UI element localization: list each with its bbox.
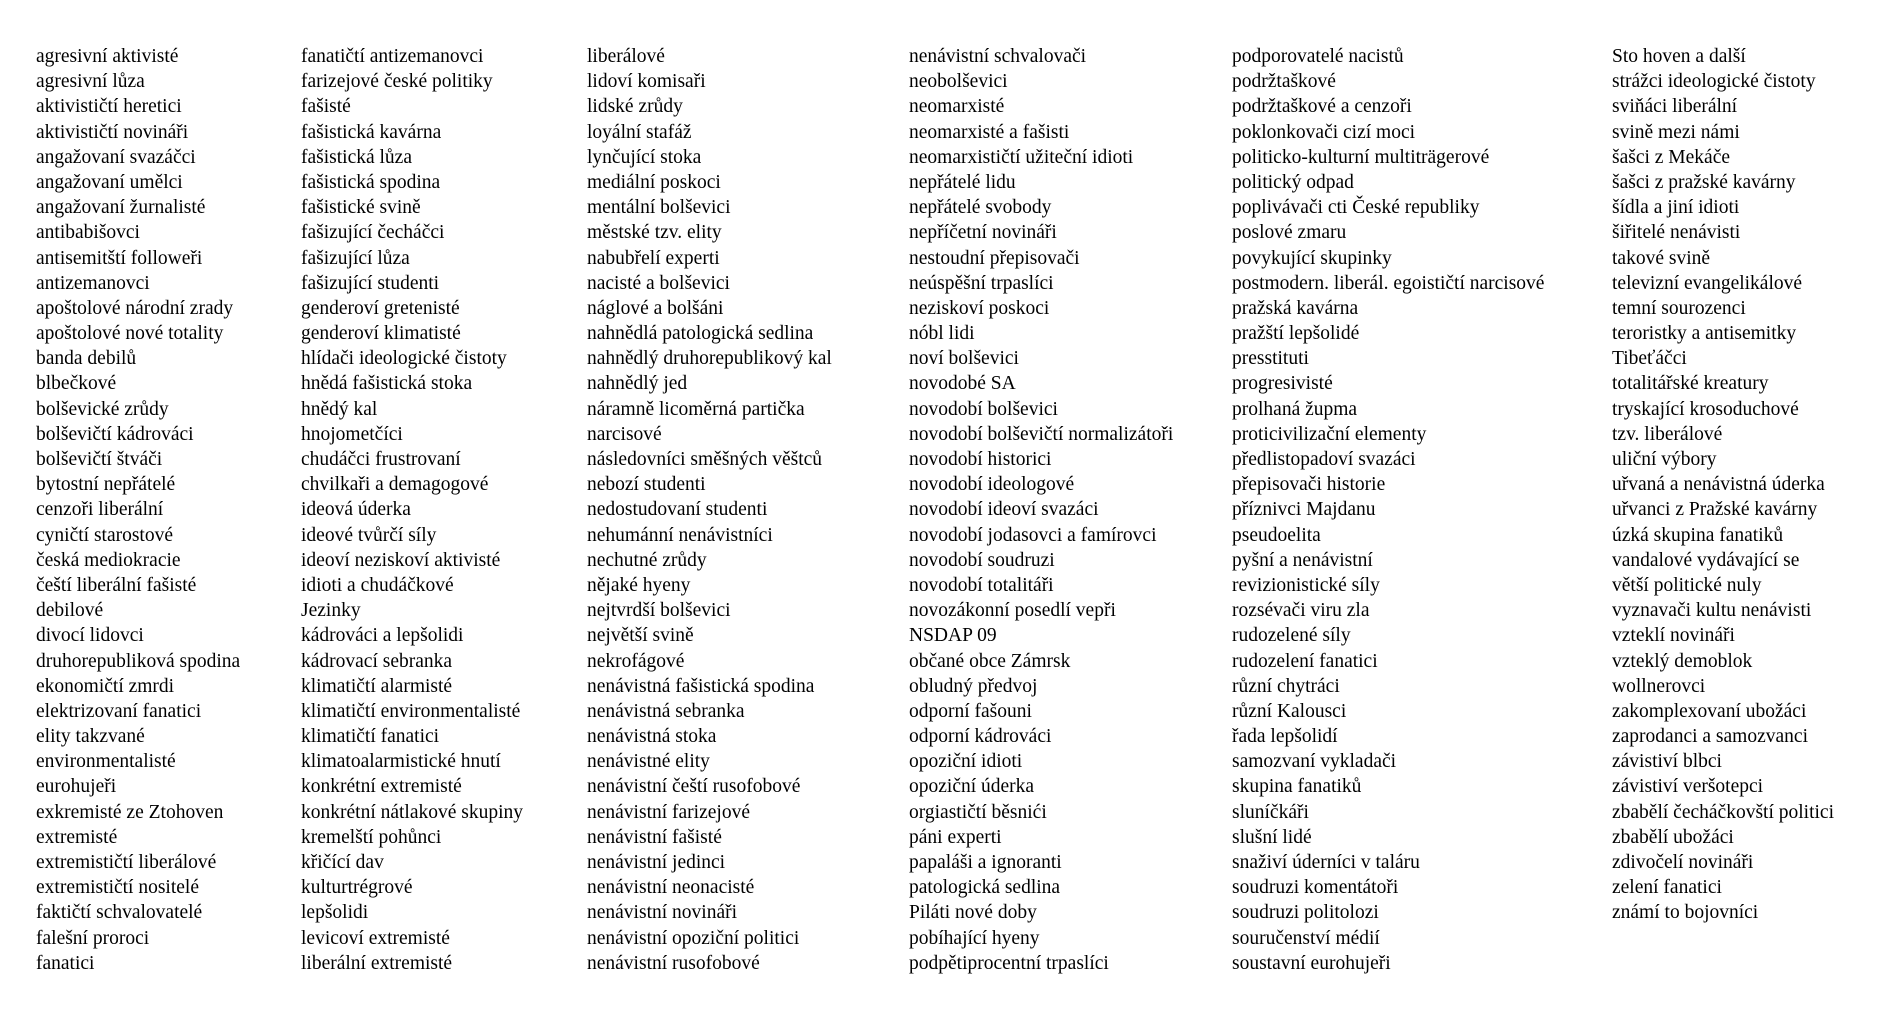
list-item: levicoví extremisté [301, 927, 450, 949]
list-item: noví bolševici [909, 348, 1019, 370]
list-item: antisemitští followeři [36, 247, 203, 269]
list-item: nechutné zrůdy [587, 549, 707, 571]
list-item: postmodern. liberál. egoističtí narcisové [1232, 272, 1545, 294]
list-item: narcisové [587, 423, 662, 445]
list-item: nehumánní nenávistníci [587, 524, 773, 546]
list-item: závistiví veršotepci [1612, 776, 1764, 798]
list-item: neúspěšní trpaslíci [909, 272, 1054, 294]
list-item: temní sourozenci [1612, 297, 1746, 319]
list-item: teroristky a antisemitky [1612, 323, 1797, 345]
list-item: tryskající krosoduchové [1612, 398, 1799, 420]
list-item: zaprodanci a samozvanci [1612, 726, 1808, 748]
list-item: úzká skupina fanatiků [1612, 524, 1784, 546]
list-item: elektrizovaní fanatici [36, 700, 202, 722]
list-item: ideové tvůrčí síly [301, 524, 437, 546]
list-item: loyální stafáž [587, 121, 692, 143]
list-item: farizejové české politiky [301, 71, 493, 93]
list-item: extremističtí nositelé [36, 877, 199, 899]
list-item: angažovaní umělci [36, 171, 183, 193]
list-item: faktičtí schvalovatelé [36, 902, 203, 924]
list-item: Jezinky [301, 600, 361, 622]
list-item: environmentalisté [36, 751, 176, 773]
list-item: ideová úderka [301, 499, 411, 521]
list-item: falešní proroci [36, 927, 150, 949]
list-item: souručenství médií [1232, 927, 1380, 949]
list-item: nahnědlá patologická sedlina [587, 323, 814, 345]
list-item: nenávistná sebranka [587, 700, 745, 722]
list-item: šašci z Mekáče [1612, 146, 1731, 168]
list-item: fanatici [36, 952, 95, 974]
list-item: bolševičtí kádrováci [36, 423, 194, 445]
list-item: kremelští pohůnci [301, 826, 442, 848]
list-item: eurohujeři [36, 776, 117, 798]
list-item: klimatoalarmistické hnutí [301, 751, 501, 773]
list-item: uřvaná a nenávistná úderka [1612, 474, 1825, 496]
list-item: bytostní nepřátelé [36, 474, 176, 496]
list-item: orgiastičtí běsnići [909, 801, 1047, 823]
list-item: fašistická kavárna [301, 121, 442, 143]
list-item: nenávistní farizejové [587, 801, 750, 823]
list-item: městské tzv. elity [587, 222, 722, 244]
list-item: rudozelení fanatici [1232, 650, 1378, 672]
list-item: následovníci směšných věštců [587, 449, 823, 470]
list-item: nenávistní jedinci [587, 852, 726, 873]
list-item: nepříčetní novináři [909, 222, 1057, 244]
list-item: skupina fanatiků [1232, 776, 1362, 798]
list-item: zelení fanatici [1612, 877, 1722, 899]
list-item: závistiví blbci [1612, 751, 1722, 773]
list-item: nacisté a bolševici [587, 272, 730, 294]
list-item: snaživí úderníci v taláru [1232, 852, 1420, 873]
list-item: povykující skupinky [1232, 247, 1392, 269]
list-item: vzteklí novináři [1612, 625, 1735, 647]
list-item: fanatičtí antizemanovci [301, 46, 484, 67]
list-item: sviňáci liberální [1612, 96, 1738, 118]
list-item: lepšolidi [301, 902, 369, 924]
list-item: ideoví neziskoví aktivisté [301, 549, 501, 571]
word-column-2 [301, 44, 523, 976]
list-item: fašistická lůza [301, 146, 412, 168]
list-item: neomarxističtí užiteční idioti [909, 146, 1134, 168]
list-item: nenávistné elity [587, 751, 710, 773]
list-item: novozákonní posedlí vepři [909, 600, 1116, 622]
list-item: televizní evangelikálové [1612, 272, 1803, 294]
list-item: NSDAP 09 [909, 625, 997, 647]
list-item: pražští lepšolidé [1232, 323, 1360, 345]
list-item: bolševické zrůdy [36, 398, 169, 420]
list-item: neomarxisté [909, 96, 1005, 118]
list-item: bolševičtí štváči [36, 449, 163, 470]
list-item: zbabělí čecháčkovští politici [1612, 801, 1834, 823]
list-item: největší svině [587, 625, 694, 647]
list-item: lynčující stoka [587, 146, 702, 168]
list-item: šídla a jiní idioti [1612, 197, 1740, 219]
list-item: nenávistní rusofobové [587, 952, 760, 974]
list-item: nějaké hyeny [587, 574, 691, 596]
list-item: Sto hoven a další [1612, 46, 1746, 67]
list-item: banda debilů [36, 348, 137, 370]
list-item: novodobí ideologové [909, 474, 1075, 496]
list-item: odporní kádrováci [909, 726, 1052, 748]
list-item: fašizující studenti [301, 272, 440, 294]
list-item: angažovaní svazáčci [36, 146, 196, 168]
list-item: nestoudní přepisovači [909, 247, 1080, 269]
list-item: soudruzi politolozi [1232, 902, 1379, 924]
list-item: poplivávači cti České republiky [1232, 197, 1480, 219]
list-item: nenávistná stoka [587, 726, 717, 748]
list-item: různí Kalousci [1232, 700, 1347, 722]
list-item: nepřátelé svobody [909, 197, 1052, 219]
list-item: zakomplexovaní ubožáci [1612, 700, 1807, 722]
list-item: tzv. liberálové [1612, 423, 1723, 445]
list-item: nahnědlý druhorepublikový kal [587, 348, 832, 370]
list-item: podržtaškové [1232, 71, 1336, 93]
list-item: uřvanci z Pražské kavárny [1612, 499, 1818, 521]
list-item: revizionistické síly [1232, 574, 1380, 596]
list-item: poslové zmaru [1232, 222, 1347, 244]
word-column-6 [1612, 44, 1834, 926]
list-item: větší politické nuly [1612, 574, 1762, 596]
list-item: neobolševici [909, 71, 1008, 93]
list-item: pobíhající hyeny [909, 927, 1040, 949]
list-item: neomarxisté a fašisti [909, 121, 1070, 143]
word-column-3 [587, 44, 832, 976]
list-item: občané obce Zámrsk [909, 650, 1071, 672]
list-item: politický odpad [1232, 171, 1354, 193]
list-item: uliční výbory [1612, 449, 1717, 470]
list-item: novodobí jodasovci a famírovci [909, 524, 1157, 546]
list-item: mentální bolševici [587, 197, 731, 219]
list-item: nepřátelé lidu [909, 171, 1016, 193]
list-item: novodobí bolševičtí normalizátoři [909, 423, 1174, 445]
list-item: elity takzvané [36, 726, 145, 748]
list-item: extremističtí liberálové [36, 852, 217, 873]
list-item: patologická sedlina [909, 877, 1061, 899]
list-item: vandalové vydávající se [1612, 549, 1800, 571]
list-item: sluníčkáři [1232, 801, 1309, 823]
list-item: aktivističtí heretici [36, 96, 182, 118]
list-item: poklonkovači cizí moci [1232, 121, 1416, 143]
list-item: liberálové [587, 46, 665, 67]
list-item: opoziční idioti [909, 751, 1023, 773]
list-item: podporovatelé nacistů [1232, 46, 1404, 67]
list-item: svině mezi námi [1612, 121, 1740, 143]
list-item: různí chytráci [1232, 675, 1340, 697]
list-item: nenávistní čeští rusofobové [587, 776, 801, 798]
list-item: hnědý kal [301, 398, 378, 420]
list-item: samozvaní vykladači [1232, 751, 1397, 773]
list-item: fašizující lůza [301, 247, 410, 269]
list-item: novodobí soudruzi [909, 549, 1055, 571]
list-item: politicko-kulturní multiträgerové [1232, 146, 1490, 168]
list-item: fašisté [301, 96, 351, 118]
list-item: cenzoři liberální [36, 499, 164, 521]
list-item: progresivisté [1232, 373, 1333, 395]
list-item: apoštolové nové totality [36, 323, 224, 345]
list-item: novodobí totalitáři [909, 574, 1054, 596]
list-item: antibabišovci [36, 222, 140, 244]
list-item: fašizující čecháčci [301, 222, 445, 244]
list-item: kulturtrégrové [301, 877, 413, 899]
list-item: cyničtí starostové [36, 524, 174, 546]
list-item: Tibeťáčci [1612, 348, 1687, 370]
list-item: odporní fašouni [909, 700, 1032, 722]
list-item: klimatičtí fanatici [301, 726, 440, 748]
list-item: náglové a bolšáni [587, 297, 724, 319]
list-item: kádrovací sebranka [301, 650, 453, 672]
list-item: nabubřelí experti [587, 247, 720, 269]
list-item: slušní lidé [1232, 826, 1312, 848]
list-item: lidské zrůdy [587, 96, 683, 118]
list-item: novodobé SA [909, 373, 1016, 395]
list-item: nenávistná fašistická spodina [587, 675, 815, 697]
list-item: Piláti nové doby [909, 902, 1037, 924]
list-item: česká mediokracie [36, 549, 181, 571]
list-item: strážci ideologické čistoty [1612, 71, 1816, 93]
list-item: křičící dav [301, 852, 384, 873]
word-column-5 [1232, 44, 1544, 976]
list-item: vyznavači kultu nenávisti [1612, 600, 1812, 622]
list-item: nedostudovaní studenti [587, 499, 768, 521]
list-item: angažovaní žurnalisté [36, 197, 206, 219]
list-item: nóbl lidi [909, 323, 975, 345]
list-item: nekrofágové [587, 650, 685, 672]
list-item: genderoví klimatisté [301, 323, 461, 345]
list-item: idioti a chudáčkové [301, 574, 454, 596]
list-item: rozsévači viru zla [1232, 600, 1370, 622]
list-item: podpětiprocentní trpaslíci [909, 952, 1109, 974]
list-item: zbabělí ubožáci [1612, 826, 1734, 848]
list-item: ekonomičtí zmrdi [36, 675, 175, 697]
list-item: fašistická spodina [301, 171, 441, 193]
list-item: předlistopadoví svazáci [1232, 449, 1416, 470]
list-item: hlídači ideologické čistoty [301, 348, 507, 370]
list-item: nenávistní fašisté [587, 826, 722, 848]
list-item: opoziční úderka [909, 776, 1035, 798]
list-item: wollnerovci [1612, 675, 1706, 697]
list-item: genderoví gretenisté [301, 297, 460, 319]
list-item: mediální poskoci [587, 171, 721, 193]
list-item: soustavní eurohujeři [1232, 952, 1391, 974]
list-item: exkremisté ze Ztohoven [36, 801, 224, 823]
list-item: pseudoelita [1232, 524, 1321, 546]
list-item: blbečkové [36, 373, 117, 395]
word-column-4 [909, 44, 1173, 976]
list-item: nenávistní neonacisté [587, 877, 755, 899]
list-item: rudozelené síly [1232, 625, 1351, 647]
list-item: prolhaná župma [1232, 398, 1358, 420]
word-column-1 [36, 44, 240, 976]
list-item: hnojometčíci [301, 423, 403, 445]
list-item: liberální extremisté [301, 952, 453, 974]
list-item: pražská kavárna [1232, 297, 1359, 319]
list-item: kádrováci a lepšolidi [301, 625, 464, 647]
list-item: chudáčci frustrovaní [301, 449, 461, 470]
list-item: novodobí bolševici [909, 398, 1058, 420]
list-item: klimatičtí alarmisté [301, 675, 453, 697]
list-item: vzteklý demoblok [1612, 650, 1753, 672]
list-item: fašistické svině [301, 197, 421, 219]
list-item: konkrétní nátlakové skupiny [301, 801, 524, 823]
list-item: nenávistní schvalovači [909, 46, 1087, 67]
list-item: konkrétní extremisté [301, 776, 462, 798]
list-item: přepisovači historie [1232, 474, 1386, 496]
list-item: presstituti [1232, 348, 1309, 370]
list-item: nenávistní novináři [587, 902, 738, 924]
list-item: novodobí historici [909, 449, 1052, 470]
list-item: nahnědlý jed [587, 373, 688, 395]
list-item: apoštolové národní zrady [36, 297, 234, 319]
list-item: proticivilizační elementy [1232, 423, 1427, 445]
list-item: agresivní lůza [36, 71, 145, 93]
list-item: totalitářské kreatury [1612, 373, 1769, 395]
list-item: zdivočelí novináři [1612, 852, 1754, 873]
list-item: podržtaškové a cenzoři [1232, 96, 1412, 118]
list-item: čeští liberální fašisté [36, 574, 197, 596]
list-item: chvilkaři a demagogové [301, 474, 489, 496]
list-item: řada lepšolidí [1232, 726, 1338, 748]
list-item: obludný předvoj [909, 675, 1038, 697]
list-item: pyšní a nenávistní [1232, 549, 1373, 571]
list-item: šiřitelé nenávisti [1612, 222, 1741, 244]
list-item: náramně licoměrná partička [587, 398, 805, 420]
list-item: neziskoví poskoci [909, 297, 1050, 319]
list-item: papaláši a ignoranti [909, 852, 1062, 873]
list-item: šašci z pražské kavárny [1612, 171, 1796, 193]
list-item: hnědá fašistická stoka [301, 373, 473, 395]
list-item: soudruzi komentátoři [1232, 877, 1399, 899]
list-item: známí to bojovníci [1612, 902, 1759, 924]
list-item: klimatičtí environmentalisté [301, 700, 521, 722]
list-item: nebozí studenti [587, 474, 706, 496]
list-item: lidoví komisaři [587, 71, 706, 93]
list-item: páni experti [909, 826, 1002, 848]
list-item: novodobí ideoví svazáci [909, 499, 1099, 521]
list-item: takové svině [1612, 247, 1711, 269]
list-item: extremisté [36, 826, 118, 848]
list-item: druhorepubliková spodina [36, 650, 241, 672]
list-item: agresivní aktivisté [36, 46, 179, 67]
list-item: nejtvrdší bolševici [587, 600, 731, 622]
list-item: nenávistní opoziční politici [587, 927, 800, 949]
list-item: aktivističtí novináři [36, 121, 189, 143]
list-item: antizemanovci [36, 272, 150, 294]
list-item: příznivci Majdanu [1232, 499, 1376, 521]
list-item: debilové [36, 600, 104, 622]
list-item: divocí lidovci [36, 625, 144, 647]
